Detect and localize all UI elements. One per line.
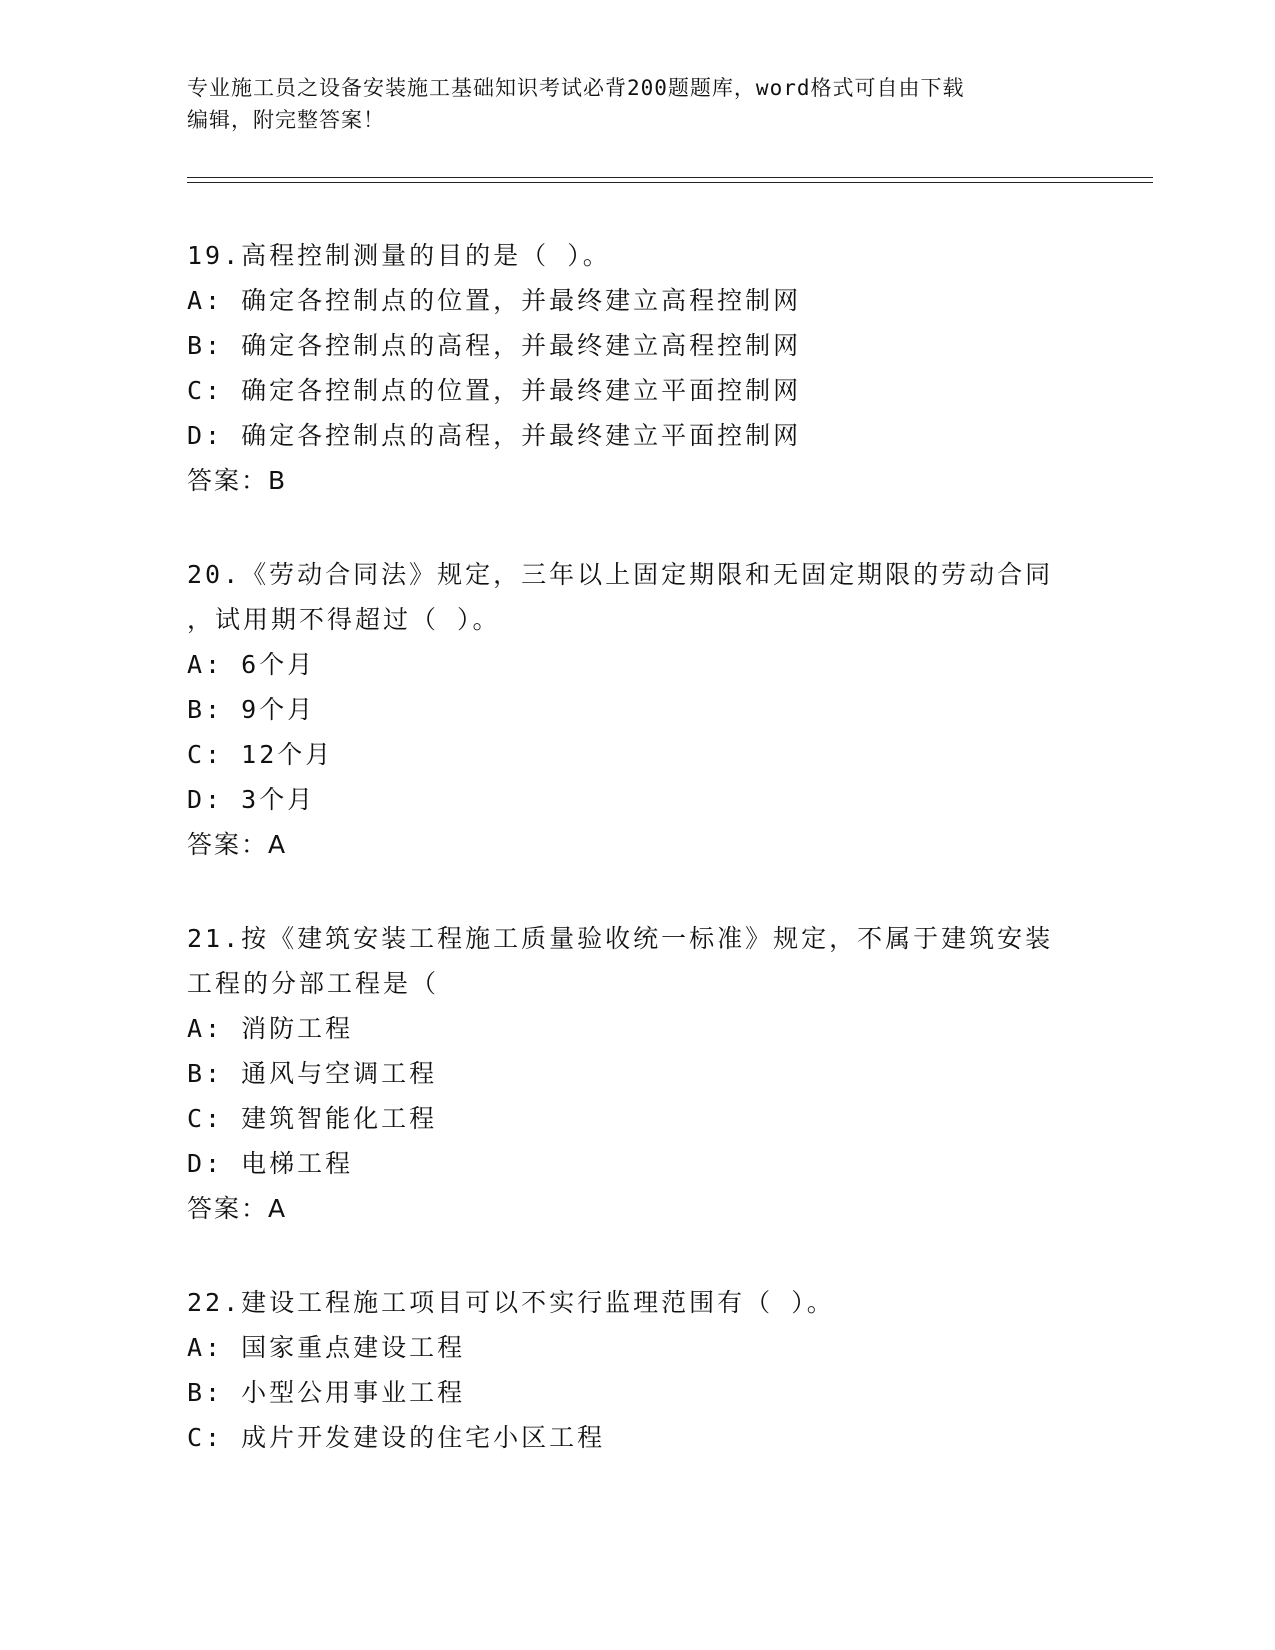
question-stem-continued: 工程的分部工程是（ [187, 969, 440, 998]
option-b: B: 确定各控制点的高程，并最终建立高程控制网 [187, 331, 802, 360]
question-20 [187, 552, 1087, 867]
header-divider-top [187, 177, 1153, 178]
question-stem-continued: ，试用期不得超过（ ）。 [187, 605, 501, 634]
option-a: A: 国家重点建设工程 [187, 1333, 466, 1362]
question-stem: 20.《劳动合同法》规定，三年以上固定期限和无固定期限的劳动合同 [187, 560, 1054, 589]
header-divider-bottom [187, 182, 1153, 183]
option-a: A: 确定各控制点的位置，并最终建立高程控制网 [187, 286, 802, 315]
question-stem: 19.高程控制测量的目的是（ ）。 [187, 241, 611, 270]
option-a: A: 消防工程 [187, 1014, 354, 1043]
header-line-1: 专业施工员之设备安装施工基础知识考试必背200题题库，word格式可自由下载 [187, 76, 965, 100]
option-b: B: 9个月 [187, 695, 316, 724]
option-b: B: 通风与空调工程 [187, 1059, 438, 1088]
answer: 答案：A [187, 1194, 288, 1223]
option-c: C: 建筑智能化工程 [187, 1104, 438, 1133]
question-22 [187, 1280, 1087, 1460]
question-stem: 21.按《建筑安装工程施工质量验收统一标准》规定，不属于建筑安装 [187, 924, 1054, 953]
option-c: C: 确定各控制点的位置，并最终建立平面控制网 [187, 376, 802, 405]
option-b: B: 小型公用事业工程 [187, 1378, 466, 1407]
question-21 [187, 916, 1087, 1231]
document-header [187, 72, 1087, 136]
option-c: C: 12个月 [187, 740, 334, 769]
option-d: D: 电梯工程 [187, 1149, 354, 1178]
header-line-2: 编辑，附完整答案！ [187, 108, 385, 132]
option-d: D: 确定各控制点的高程，并最终建立平面控制网 [187, 421, 802, 450]
answer: 答案：B [187, 466, 288, 495]
option-c: C: 成片开发建设的住宅小区工程 [187, 1423, 606, 1452]
option-d: D: 3个月 [187, 785, 316, 814]
question-stem: 22.建设工程施工项目可以不实行监理范围有（ ）。 [187, 1288, 835, 1317]
answer: 答案：A [187, 830, 288, 859]
question-19 [187, 233, 1087, 503]
option-a: A: 6个月 [187, 650, 316, 679]
